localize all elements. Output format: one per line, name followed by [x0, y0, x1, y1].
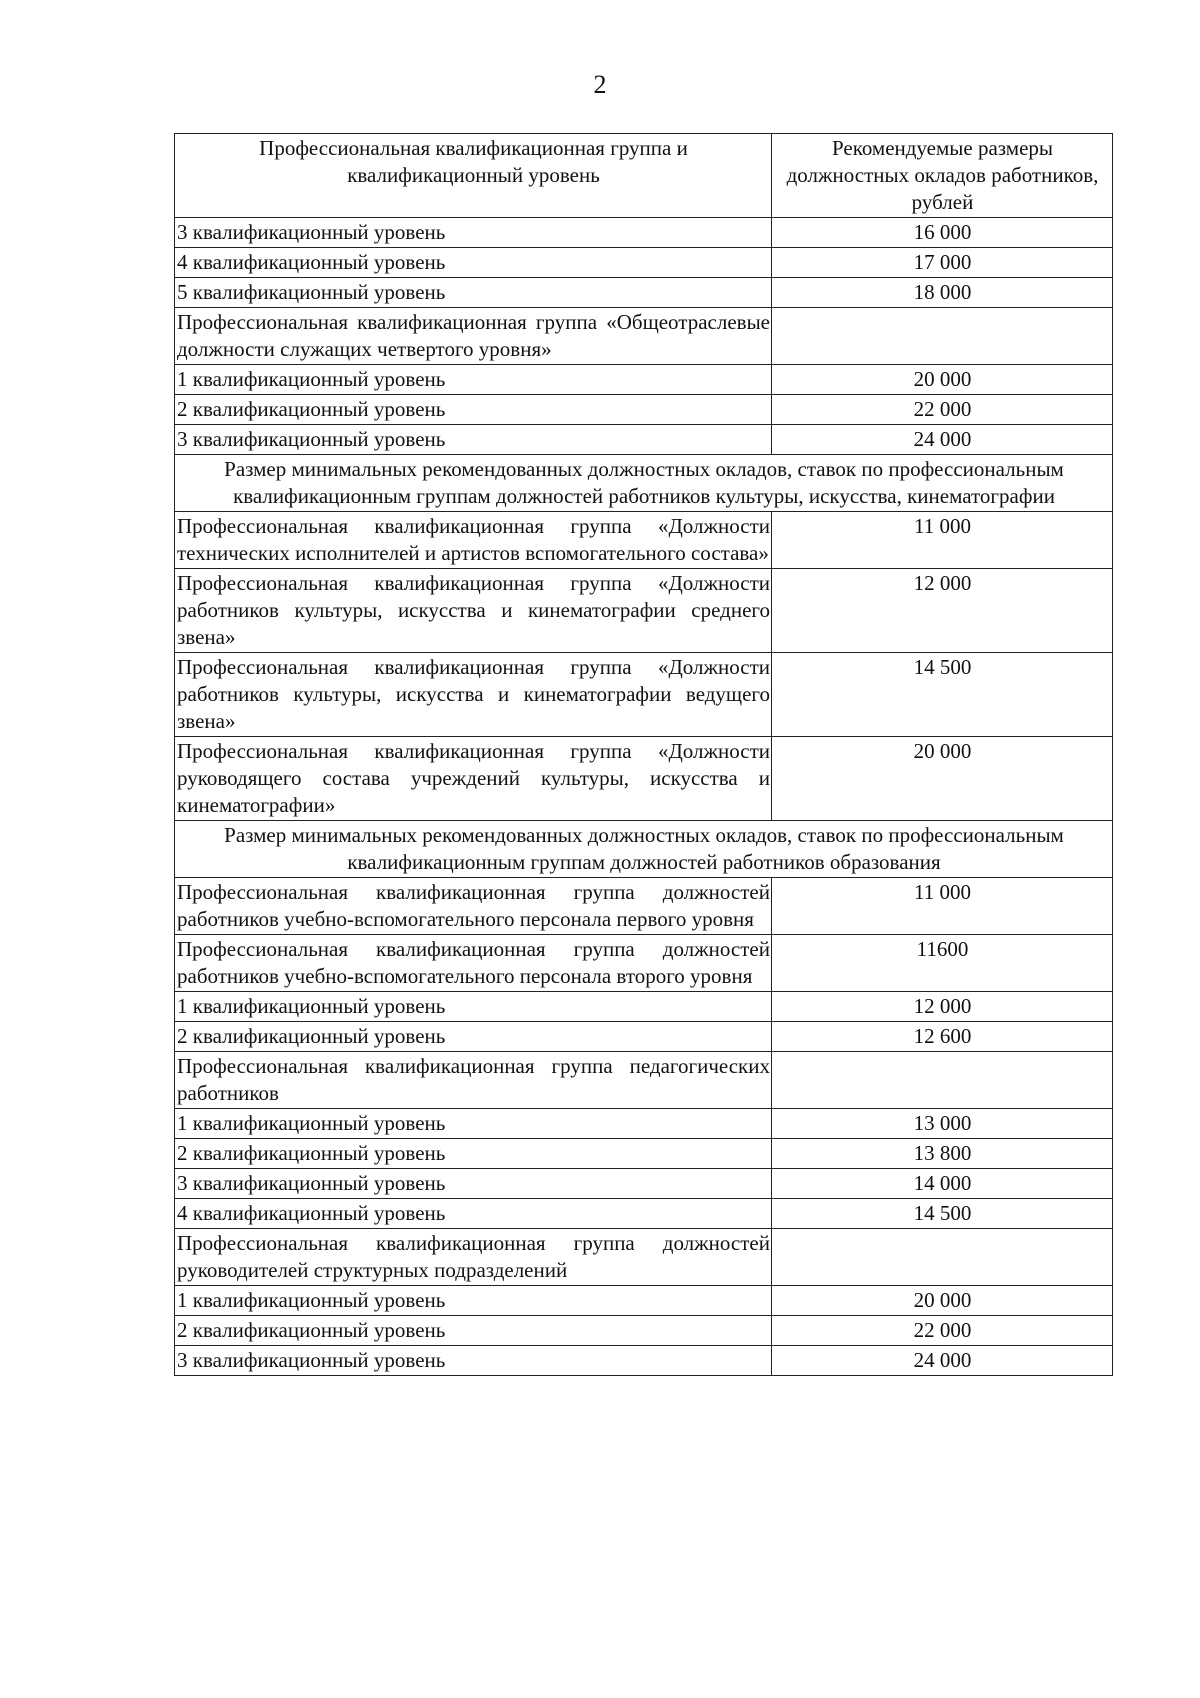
- table-row: [175, 1316, 1113, 1346]
- level-label: 3 квалификационный уровень: [175, 1346, 772, 1376]
- salary-value: 12 000: [772, 992, 1113, 1022]
- group-label: Профессиональная квалификационная группа должностей работников учебно-вспомогательного персонала второго уровня: [175, 935, 772, 992]
- salary-value: 11600: [772, 935, 1113, 992]
- salary-value: 18 000: [772, 278, 1113, 308]
- level-label: 1 квалификационный уровень: [175, 365, 772, 395]
- group-row: [175, 1229, 1113, 1286]
- salary-value: 14 500: [772, 653, 1113, 737]
- table-row: [175, 218, 1113, 248]
- salary-value: 13 800: [772, 1139, 1113, 1169]
- group-label: Профессиональная квалификационная группа должностей работников учебно-вспомогательного персонала первого уровня: [175, 878, 772, 935]
- header-qualification-group: Профессиональная квалификационная группа и квалификационный уровень: [175, 134, 772, 218]
- table-row: [175, 1286, 1113, 1316]
- salary-value: [772, 308, 1113, 365]
- table-row: [175, 1109, 1113, 1139]
- table-row: [175, 278, 1113, 308]
- salary-value: 13 000: [772, 1109, 1113, 1139]
- table-row: [175, 1346, 1113, 1376]
- section-title: Размер минимальных рекомендованных должностных окладов, ставок по профессиональным квалификационным группам должностей работников образования: [175, 821, 1113, 878]
- level-label: 2 квалификационный уровень: [175, 1139, 772, 1169]
- table-row: [175, 395, 1113, 425]
- table-row: [175, 992, 1113, 1022]
- salary-value: 12 600: [772, 1022, 1113, 1052]
- group-label: Профессиональная квалификационная группа «Должности работников культуры, искусства и кинематографии среднего звена»: [175, 569, 772, 653]
- salary-value: 22 000: [772, 1316, 1113, 1346]
- salary-value: 17 000: [772, 248, 1113, 278]
- salary-table: [174, 133, 1113, 1376]
- salary-value: 22 000: [772, 395, 1113, 425]
- group-label: Профессиональная квалификационная группа педагогических работников: [175, 1052, 772, 1109]
- group-row: [175, 512, 1113, 569]
- level-label: 1 квалификационный уровень: [175, 1286, 772, 1316]
- salary-value: 20 000: [772, 737, 1113, 821]
- table-row: [175, 248, 1113, 278]
- group-label: Профессиональная квалификационная группа «Общеотраслевые должности служащих четвертого уровня»: [175, 308, 772, 365]
- page-number: 2: [593, 70, 607, 99]
- table-row: [175, 1199, 1113, 1229]
- salary-value: 11 000: [772, 512, 1113, 569]
- table-row: [175, 365, 1113, 395]
- group-label: Профессиональная квалификационная группа должностей руководителей структурных подразделений: [175, 1229, 772, 1286]
- level-label: 3 квалификационный уровень: [175, 425, 772, 455]
- level-label: 4 квалификационный уровень: [175, 248, 772, 278]
- salary-value: 20 000: [772, 1286, 1113, 1316]
- level-label: 1 квалификационный уровень: [175, 992, 772, 1022]
- table-body: [175, 218, 1113, 1376]
- salary-value: 14 000: [772, 1169, 1113, 1199]
- level-label: 2 квалификационный уровень: [175, 1022, 772, 1052]
- table-row: [175, 1169, 1113, 1199]
- salary-value: [772, 1052, 1113, 1109]
- group-row: [175, 1052, 1113, 1109]
- group-label: Профессиональная квалификационная группа «Должности работников культуры, искусства и кинематографии ведущего звена»: [175, 653, 772, 737]
- group-label: Профессиональная квалификационная группа «Должности технических исполнителей и артистов вспомогательного состава»: [175, 512, 772, 569]
- level-label: 2 квалификационный уровень: [175, 395, 772, 425]
- level-label: 1 квалификационный уровень: [175, 1109, 772, 1139]
- salary-value: 16 000: [772, 218, 1113, 248]
- group-row: [175, 653, 1113, 737]
- group-row: [175, 569, 1113, 653]
- section-row: [175, 821, 1113, 878]
- group-row: [175, 308, 1113, 365]
- salary-value: [772, 1229, 1113, 1286]
- salary-value: 12 000: [772, 569, 1113, 653]
- group-row: [175, 737, 1113, 821]
- table-header-row: [175, 134, 1113, 218]
- salary-value: 14 500: [772, 1199, 1113, 1229]
- level-label: 4 квалификационный уровень: [175, 1199, 772, 1229]
- level-label: 3 квалификационный уровень: [175, 1169, 772, 1199]
- group-row: [175, 935, 1113, 992]
- group-row: [175, 878, 1113, 935]
- table-row: [175, 1022, 1113, 1052]
- level-label: 3 квалификационный уровень: [175, 218, 772, 248]
- level-label: 5 квалификационный уровень: [175, 278, 772, 308]
- table-row: [175, 1139, 1113, 1169]
- level-label: 2 квалификационный уровень: [175, 1316, 772, 1346]
- table-row: [175, 425, 1113, 455]
- salary-value: 24 000: [772, 425, 1113, 455]
- group-label: Профессиональная квалификационная группа «Должности руководящего состава учреждений культуры, искусства и кинематографии»: [175, 737, 772, 821]
- salary-value: 24 000: [772, 1346, 1113, 1376]
- section-row: [175, 455, 1113, 512]
- section-title: Размер минимальных рекомендованных должностных окладов, ставок по профессиональным квалификационным группам должностей работников культуры, искусства, кинематографии: [175, 455, 1113, 512]
- header-salary: Рекомендуемые размеры должностных окладов работников, рублей: [772, 134, 1113, 218]
- salary-value: 11 000: [772, 878, 1113, 935]
- salary-value: 20 000: [772, 365, 1113, 395]
